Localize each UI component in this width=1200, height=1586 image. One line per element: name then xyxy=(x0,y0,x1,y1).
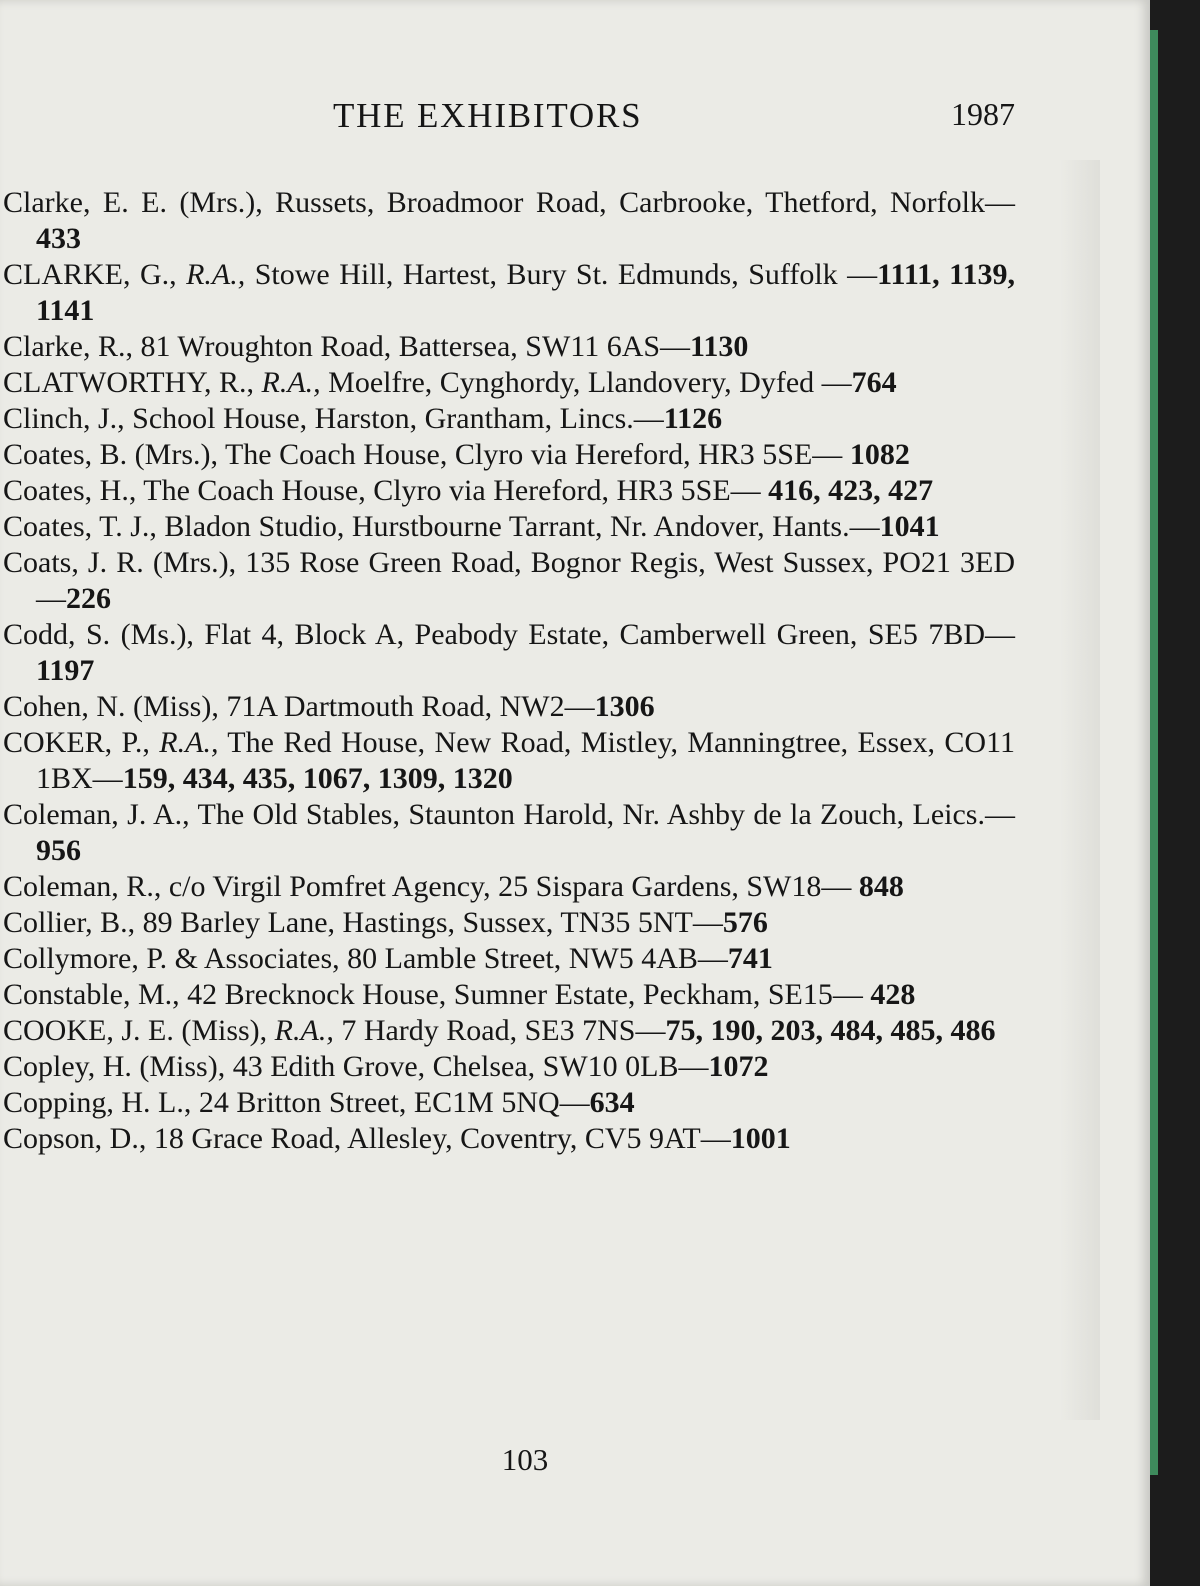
exhibitor-entry xyxy=(3,257,1015,329)
exhibitor-details: Coleman, R., c/o Virgil Pomfret Agency, 25 Sispara Gardens, SW18— xyxy=(3,870,859,903)
exhibitor-entry xyxy=(3,1121,1015,1157)
exhibitor-entry xyxy=(3,1013,1015,1049)
exhibitor-details: Constable, M., 42 Brecknock House, Sumner Estate, Peckham, SE15— xyxy=(3,978,871,1011)
exhibitor-address: The Red House, New Road, Mistley, Manningtree, Essex, CO11 1BX— xyxy=(36,726,1015,795)
catalogue-numbers: 576 xyxy=(722,906,768,939)
catalogue-numbers: 1126 xyxy=(663,402,723,435)
exhibitor-entry xyxy=(3,689,1015,725)
royal-academician-title: R.A., xyxy=(159,726,219,759)
exhibitor-list xyxy=(3,185,1015,1157)
catalogue-numbers: 428 xyxy=(870,978,916,1011)
catalogue-numbers: 1082 xyxy=(849,438,910,471)
exhibitor-details: Collymore, P. & Associates, 80 Lamble Street, NW5 4AB— xyxy=(3,942,728,975)
catalogue-numbers: 226 xyxy=(66,582,111,615)
exhibitor-details: CLATWORTHY, R., xyxy=(3,366,262,399)
exhibitor-details: Coates, H., The Coach House, Clyro via Hereford, HR3 5SE— xyxy=(3,474,769,507)
catalogue-numbers: 1072 xyxy=(708,1050,769,1083)
exhibitor-entry xyxy=(3,329,1015,365)
exhibitor-entry xyxy=(3,545,1015,617)
catalogue-numbers: 416, 423, 427 xyxy=(768,474,934,507)
catalogue-numbers: 1197 xyxy=(36,654,95,687)
exhibitor-address: Stowe Hill, Hartest, Bury St. Edmunds, Suffolk — xyxy=(245,258,878,291)
exhibitor-entry xyxy=(3,725,1015,797)
show-through-shading xyxy=(1060,160,1100,1420)
royal-academician-title: R.A., xyxy=(274,1014,334,1047)
catalogue-numbers: 956 xyxy=(36,834,81,867)
running-header xyxy=(0,96,1020,146)
exhibitor-entry xyxy=(3,797,1015,869)
exhibitor-entry xyxy=(3,617,1015,689)
royal-academician-title: R.A., xyxy=(186,258,246,291)
catalogue-numbers: 159, 434, 435, 1067, 1309, 1320 xyxy=(122,762,513,795)
exhibitor-details: Coates, B. (Mrs.), The Coach House, Clyro via Hereford, HR3 5SE— xyxy=(3,438,850,471)
exhibitor-address: 7 Hardy Road, SE3 7NS— xyxy=(333,1014,666,1047)
catalogue-numbers: 848 xyxy=(858,870,904,903)
exhibitor-details: Copley, H. (Miss), 43 Edith Grove, Chelsea, SW10 0LB— xyxy=(3,1050,709,1083)
page-title: THE EXHIBITORS xyxy=(333,96,643,135)
catalogue-numbers: 75, 190, 203, 484, 485, 486 xyxy=(665,1014,996,1047)
exhibitor-entry xyxy=(3,977,1015,1013)
exhibitor-entry xyxy=(3,1085,1015,1121)
exhibitor-details: Coates, T. J., Bladon Studio, Hurstbourne Tarrant, Nr. Andover, Hants.— xyxy=(3,510,880,543)
catalogue-numbers: 1306 xyxy=(594,690,655,723)
exhibitor-details: Clinch, J., School House, Harston, Grantham, Lincs.— xyxy=(3,402,664,435)
exhibitor-address: Moelfre, Cynghordy, Llandovery, Dyfed — xyxy=(320,366,852,399)
exhibitor-details: Clarke, E. E. (Mrs.), Russets, Broadmoor Road, Carbrooke, Thetford, Norfolk— xyxy=(3,186,1015,219)
catalogue-numbers: 1111, 1139, 1141 xyxy=(36,258,1015,327)
exhibitor-details: Clarke, R., 81 Wroughton Road, Battersea, SW11 6AS— xyxy=(3,330,691,363)
exhibitor-entry xyxy=(3,941,1015,977)
exhibitor-details: Copson, D., 18 Grace Road, Allesley, Coventry, CV5 9AT— xyxy=(3,1122,731,1155)
catalogue-numbers: 1041 xyxy=(879,510,940,543)
exhibitor-entry xyxy=(3,401,1015,437)
header-year: 1987 xyxy=(951,96,1015,132)
exhibitor-details: Codd, S. (Ms.), Flat 4, Block A, Peabody Estate, Camberwell Green, SE5 7BD— xyxy=(3,618,1015,651)
exhibitor-entry xyxy=(3,365,1015,401)
exhibitor-entry xyxy=(3,437,1015,473)
royal-academician-title: R.A., xyxy=(261,366,321,399)
catalogue-numbers: 1001 xyxy=(730,1122,791,1155)
catalogue-numbers: 433 xyxy=(36,222,81,255)
exhibitor-entry xyxy=(3,905,1015,941)
exhibitor-entry xyxy=(3,473,1015,509)
book-cover-edge xyxy=(1150,30,1158,1475)
exhibitor-entry xyxy=(3,185,1015,257)
exhibitor-details: COKER, P., xyxy=(3,726,160,759)
exhibitor-details: Copping, H. L., 24 Britton Street, EC1M 5NQ— xyxy=(3,1086,590,1119)
exhibitor-entry xyxy=(3,869,1015,905)
exhibitor-details: Coleman, J. A., The Old Stables, Staunton Harold, Nr. Ashby de la Zouch, Leics.— xyxy=(3,798,1015,831)
catalogue-numbers: 741 xyxy=(727,942,773,975)
catalogue-numbers: 1130 xyxy=(690,330,749,363)
catalogue-numbers: 764 xyxy=(851,366,897,399)
exhibitor-details: Coats, J. R. (Mrs.), 135 Rose Green Road, Bognor Regis, West Sussex, PO21 3ED— xyxy=(3,546,1015,615)
exhibitor-details: COOKE, J. E. (Miss), xyxy=(3,1014,275,1047)
exhibitor-entry xyxy=(3,509,1015,545)
exhibitor-details: Cohen, N. (Miss), 71A Dartmouth Road, NW2— xyxy=(3,690,595,723)
exhibitor-details: CLARKE, G., xyxy=(3,258,187,291)
catalogue-numbers: 634 xyxy=(589,1086,635,1119)
exhibitor-entry xyxy=(3,1049,1015,1085)
exhibitor-details: Collier, B., 89 Barley Lane, Hastings, Sussex, TN35 5NT— xyxy=(3,906,723,939)
page-number: 103 xyxy=(501,1442,549,1477)
